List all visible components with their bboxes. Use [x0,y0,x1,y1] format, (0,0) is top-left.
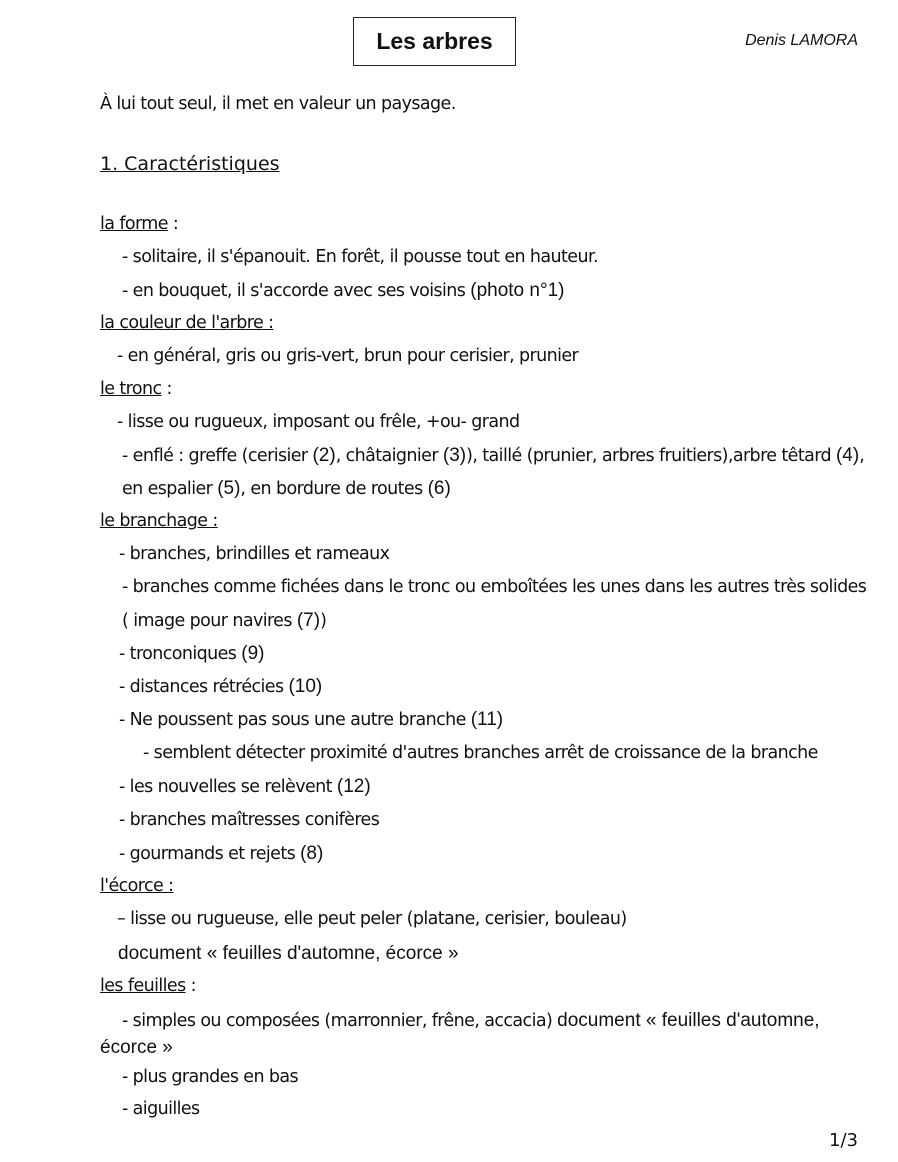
tronc-item-3-ref-1: (5) [217,478,241,499]
branchage-item-5-text: - distances rétrécies [119,677,289,697]
tronc-heading [100,379,172,399]
couleur-item-1: - en général, gris ou gris-vert, brun pour cerisier, prunier [117,346,579,366]
tronc-item-3-a: en espalier [122,479,218,499]
branchage-item-3 [122,610,326,632]
branchage-item-8-ref: (12) [336,776,371,797]
tronc-item-2-ref-3: (4) [835,445,860,466]
feuilles-item-2: - plus grandes en bas [122,1067,299,1087]
branchage-item-9: - branches maîtresses conifères [119,810,380,830]
couleur-heading [100,313,273,333]
branchage-item-10-text: - gourmands et rejets [119,844,301,864]
intro-text: À lui tout seul, il met en valeur un paysage. [100,94,456,114]
forme-item-2-text: - en bouquet, il s'accorde avec ses voisins [122,281,471,301]
feuilles-colon: : [185,976,196,996]
forme-item-1: - solitaire, il s'épanouit. En forêt, il pousse tout en hauteur. [122,247,598,267]
branchage-item-10-ref: (8) [300,843,324,864]
tronc-label: le tronc [100,379,162,399]
forme-heading [100,214,178,234]
feuilles-label: les feuilles [100,976,186,996]
tronc-item-1: - lisse ou rugueux, imposant ou frêle, +ou- grand [117,412,520,432]
author-name: Denis LAMORA [745,32,858,49]
forme-item-2-ref: (photo n°1) [470,280,565,301]
branchage-label: le branchage : [100,511,218,531]
feuilles-item-1 [122,1010,820,1032]
branchage-item-4 [119,643,265,665]
branchage-item-3-ref: (7) [296,610,321,631]
tronc-item-2-ref-1: (2) [312,445,336,466]
page-number: 1/3 [829,1130,858,1151]
tronc-item-3-b: , en bordure de routes [240,479,428,499]
tronc-item-2-c: ), taillé (prunier, arbres fruitiers),arbre têtard [466,446,836,466]
feuilles-item-1-text: - simples ou composées (marronnier, frêne, accacia) [122,1011,558,1031]
ecorce-heading [100,876,173,896]
section-heading: 1. Caractéristiques [100,153,280,175]
feuilles-heading [100,976,196,996]
forme-label: la forme [100,214,168,234]
branchage-item-4-text: - tronconiques [119,644,242,664]
feuilles-item-1-doc: document « feuilles d'automne, [557,1010,820,1031]
tronc-colon: : [161,379,172,399]
branchage-item-3-text: ( image pour navires [122,611,297,631]
feuilles-item-1-doc-cont: écorce » [100,1037,173,1058]
forme-colon: : [167,214,179,234]
branchage-item-6-text: - Ne poussent pas sous une autre branche [119,710,471,730]
feuilles-item-3: - aiguilles [122,1099,200,1119]
tronc-item-2-d: , [859,446,865,466]
tronc-item-2 [122,445,864,467]
branchage-item-2: - branches comme fichées dans le tronc ou emboîtées les unes dans les autres très solides [122,577,867,597]
branchage-item-8-text: - les nouvelles se relèvent [119,777,337,797]
ecorce-document-ref: document « feuilles d'automne, écorce » [118,943,459,964]
branchage-item-1: - branches, brindilles et rameaux [119,544,390,564]
ecorce-label: l'écorce : [100,876,174,896]
branchage-item-4-ref: (9) [241,643,265,664]
branchage-heading [100,511,218,531]
branchage-item-10 [119,843,323,865]
ecorce-item-1: – lisse ou rugueuse, elle peut peler (platane, cerisier, bouleau) [117,909,627,929]
branchage-item-8 [119,776,371,798]
branchage-item-6-ref: (11) [470,709,504,730]
tronc-item-2-b: , châtaignier [335,446,443,466]
tronc-item-3 [122,478,451,500]
couleur-label: la couleur de l'arbre : [100,313,274,333]
branchage-item-7: - semblent détecter proximité d'autres branches arrêt de croissance de la branche [143,743,818,763]
branchage-item-6 [119,709,503,731]
branchage-item-5-ref: (10) [288,676,323,697]
tronc-item-3-ref-2: (6) [427,478,451,499]
document-title: Les arbres [353,17,516,66]
branchage-item-3-tail: ) [320,611,327,631]
branchage-item-5 [119,676,322,698]
tronc-item-2-a: - enflé : greffe (cerisier [122,446,313,466]
tronc-item-2-ref-2: (3) [442,445,467,466]
forme-item-2 [122,280,564,302]
